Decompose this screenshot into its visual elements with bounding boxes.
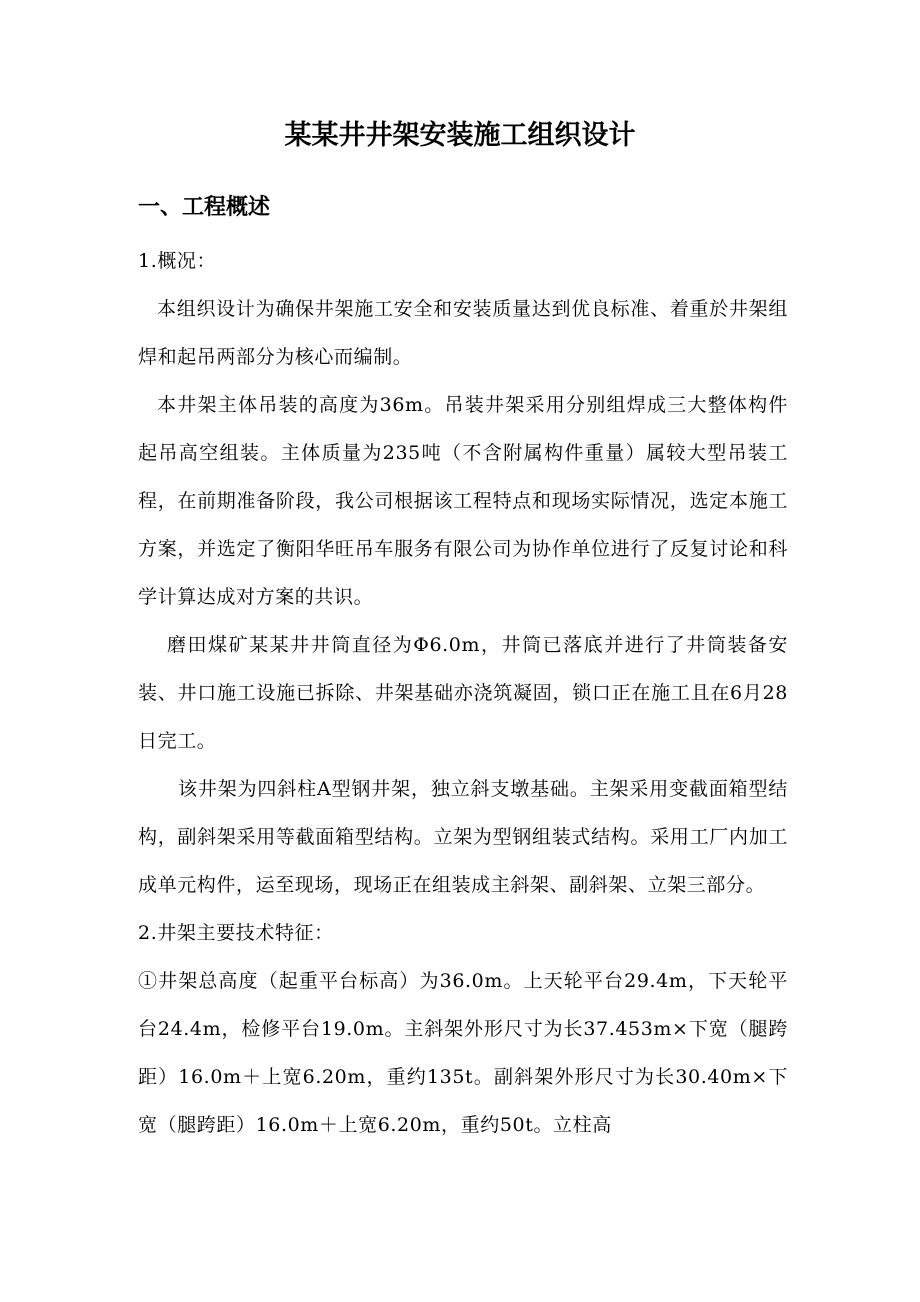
paragraph-specs: ①井架总高度（起重平台标高）为36.0m。上天轮平台29.4m，下天轮平台24.4m，检修平台19.0m。主斜架外形尺寸为长37.453m×下宽（腿跨距）16.0m＋上宽6.20m，重约135t。副斜架外形尺寸为长30.40m×下宽（腿跨距）16.0m＋上宽6.20m，重约50t。立柱高 [138, 970, 788, 1136]
document-body [138, 237, 788, 1149]
subsection-heading-specs: 2.井架主要技术特征： [138, 922, 334, 944]
paragraph-structure: 该井架为四斜柱A型钢井架，独立斜支墩基础。主架采用变截面箱型结构，副斜架采用等截面箱型结构。立架为型钢组装式结构。采用工厂内加工成单元构件，运至现场，现场正在组装成主斜架、副斜架、立架三部分。 [138, 778, 788, 896]
paragraph-purpose: 本组织设计为确保井架施工安全和安装质量达到优良标准、着重於井架组焊和起吊两部分为核心而编制。 [138, 298, 788, 368]
document-title: 某某井井架安装施工组织设计 [284, 120, 636, 151]
section-heading: 一、工程概述 [138, 195, 271, 220]
paragraph-lifting: 本井架主体吊装的高度为36m。吊装井架采用分别组焊成三大整体构件起吊高空组装。主体质量为235吨（不含附属构件重量）属较大型吊装工程，在前期准备阶段，我公司根据该工程特点和现场实际情况，选定本施工方案，并选定了衡阳华旺吊车服务有限公司为协作单位进行了反复讨论和科学计算达成对方案的共识。 [138, 394, 788, 608]
subsection-heading-overview: 1.概况： [138, 250, 217, 272]
paragraph-shaft: 磨田煤矿某某井井筒直径为Φ6.0m，井筒已落底并进行了井筒装备安装、井口施工设施已拆除、井架基础亦浇筑凝固，锁口正在施工且在6月28日完工。 [138, 634, 788, 752]
